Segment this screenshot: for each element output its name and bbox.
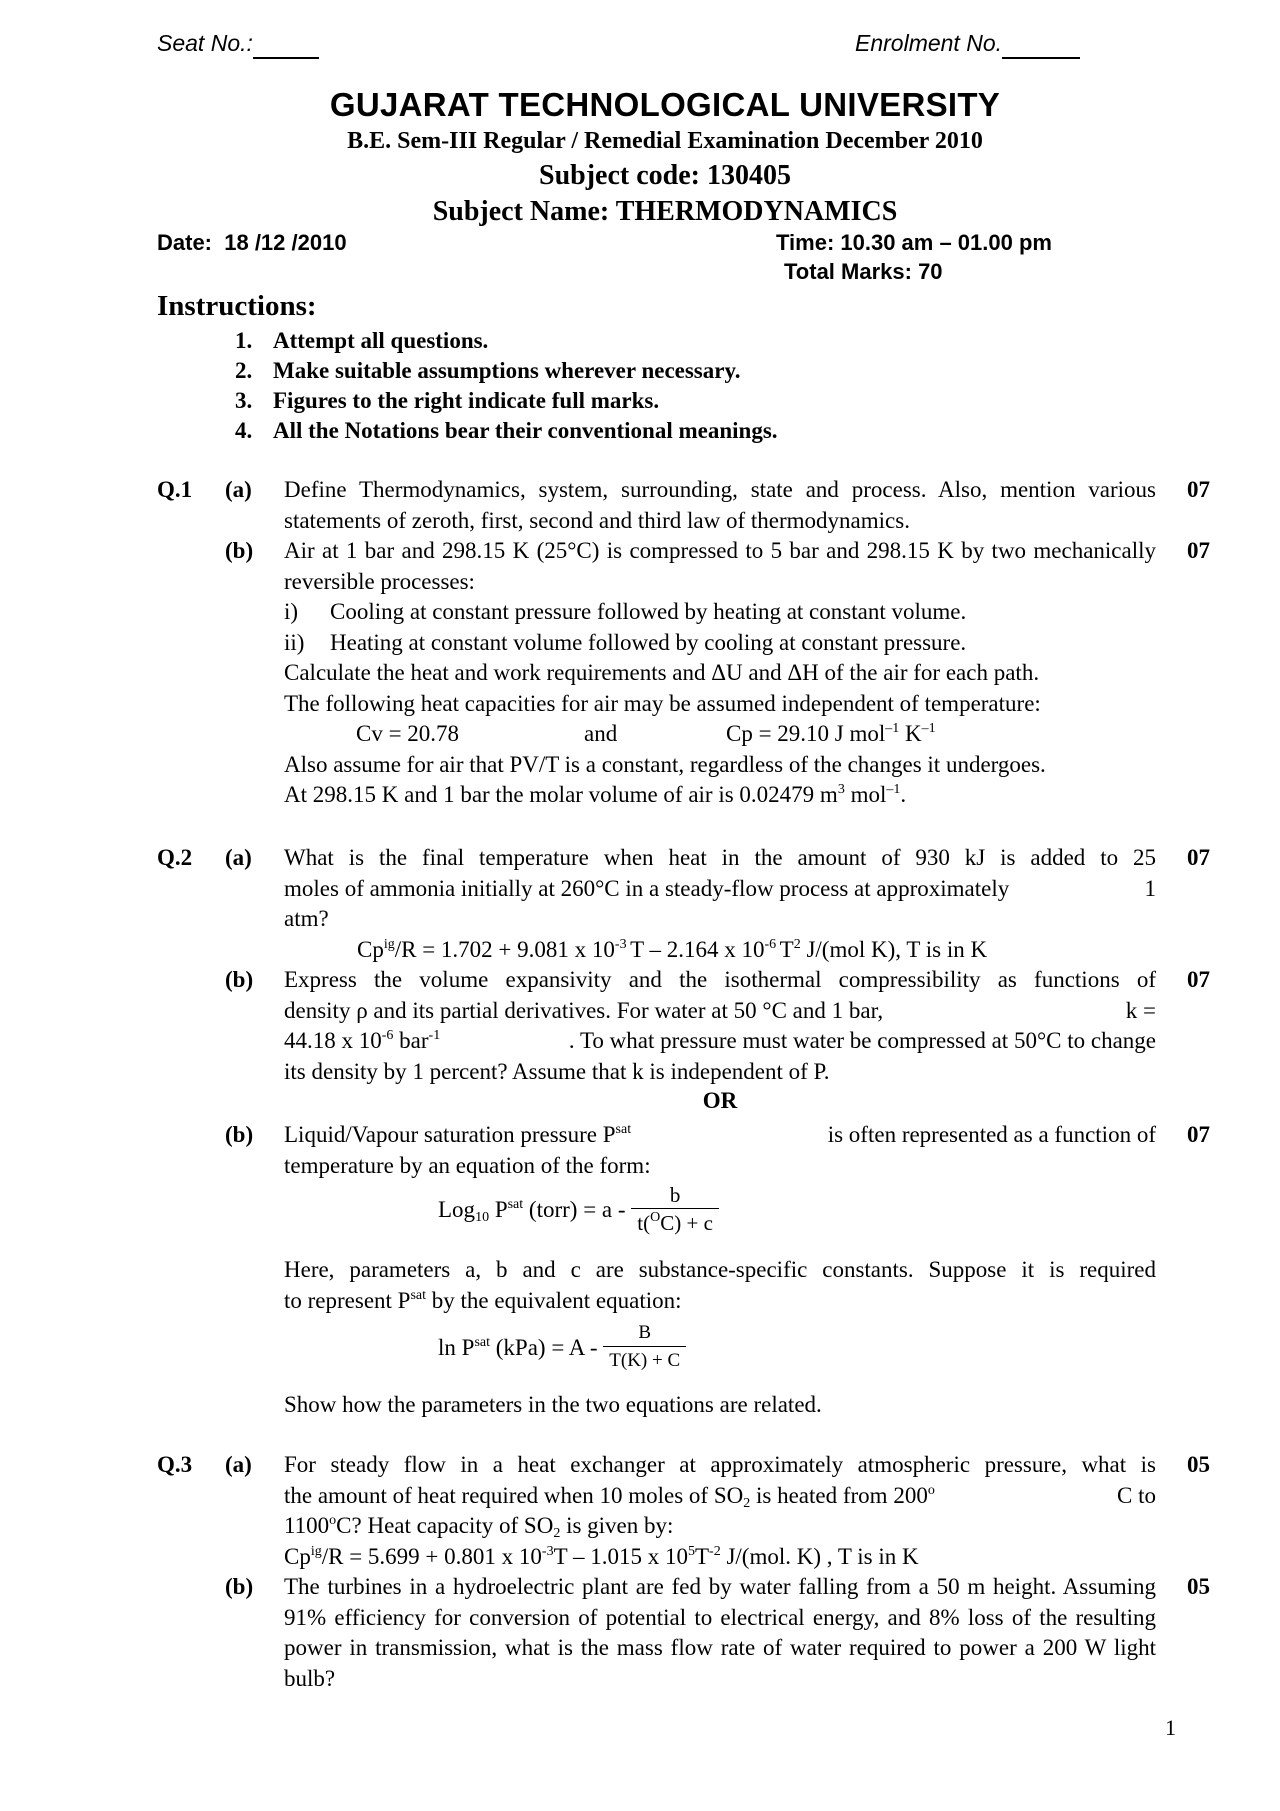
path-ii-text: Heating at constant volume followed by cooling at constant pressure. — [330, 629, 967, 655]
seat-number-label: Seat No.: — [157, 30, 253, 56]
question-1a-marks: 07 — [1187, 477, 1210, 502]
enrolment-number-blank — [1002, 30, 1080, 59]
question-3a-line-3: 1100$^o$C? Heat capacity of $SO_2$ is given by: — [284, 1513, 674, 1541]
total-marks: Total Marks: 70 — [784, 259, 943, 284]
question-2b-alt-here-line: Here, parameters a, b and c are substance-specific constants. Suppose it is required — [284, 1257, 1156, 1282]
instruction-text: Attempt all questions. — [273, 328, 489, 353]
subject-name: Subject Name: THERMODYNAMICS — [432, 196, 898, 227]
path-ii-number: ii) — [284, 629, 305, 655]
question-3b-marks: 05 — [1187, 1574, 1210, 1599]
question-3a-marks: 05 — [1187, 1452, 1210, 1477]
question-2b-marks: 07 — [1187, 967, 1210, 992]
question-3a-line-2: the amount of heat required when 10 moles of $SO_2$ is heated from 200$^o$ C to — [284, 1482, 1156, 1511]
question-2a-label: (a) — [225, 845, 252, 870]
question-2b-alt-label: (b) — [225, 1122, 254, 1147]
question-1b-molar-volume: At 298.15 K and 1 bar the molar volume of air is 0.02479 $m^3$ mol$^{-1}$. — [284, 782, 907, 807]
subject-code: Subject code: 130405 — [539, 160, 791, 191]
instruction-text: Figures to the right indicate full marks. — [273, 388, 660, 413]
question-2b-body — [284, 965, 1156, 1087]
instructions-list — [235, 326, 778, 446]
instruction-item — [235, 356, 778, 386]
path-i-text: Cooling at constant pressure followed by heating at constant volume. — [330, 599, 967, 624]
or-separator: OR — [702, 1088, 738, 1113]
instruction-number: 2. — [235, 358, 253, 383]
instruction-number: 1. — [235, 328, 253, 353]
question-1b-marks: 07 — [1187, 538, 1210, 563]
question-2b-alt-marks: 07 — [1187, 1122, 1210, 1147]
instruction-number: 4. — [235, 418, 253, 443]
question-2a-body — [284, 843, 1156, 965]
instruction-text: All the Notations bear their conventional meanings. — [273, 418, 778, 443]
question-3-number: Q.3 — [157, 1452, 193, 1477]
question-2b-alt-represent: to represent $P^{sat}$ by the equivalent equation: — [284, 1287, 682, 1313]
enrolment-number-label: Enrolment No. — [855, 30, 1003, 56]
antoine-fraction-1: $\frac{b}{t(^OC) + c}$ — [631, 1182, 719, 1237]
exam-time: Time: 10.30 am – 01.00 pm — [776, 230, 1052, 255]
question-1b-path-i — [284, 597, 1156, 628]
exam-date: Date: 18 /12 /2010 — [157, 230, 347, 255]
enrolment-number-field — [855, 30, 1080, 59]
question-2b-line-2: density ρ and its partial derivatives. For water at 50 °C and 1 bar, k = — [284, 997, 1156, 1023]
question-2b-alt-show: Show how the parameters in the two equations are related. — [284, 1392, 822, 1417]
question-2b-label: (b) — [225, 967, 254, 992]
question-1b-body — [284, 536, 1156, 811]
antoine-equation-log10: Log$_{10}$ $P^{sat}$ (torr) = a - $\frac{b}{t(^OC) + c}$ — [438, 1182, 719, 1237]
and-word: and — [584, 721, 618, 746]
question-1b-intro: Air at 1 bar and 298.15 K (25°C) is compressed to 5 bar and 298.15 K by two mechanically reversible processes: — [284, 538, 1156, 594]
question-3a-line-1: For steady flow in a heat exchanger at approximately atmospheric pressure, what is — [284, 1452, 1156, 1477]
cp-value: Cp = 29.10 J mol$^{-1}$ $K^{-1}$ — [726, 721, 936, 746]
question-2b-alt-here — [284, 1255, 1156, 1316]
question-1b-label: (b) — [225, 538, 254, 563]
question-1a-label: (a) — [225, 477, 252, 502]
page-number: 1 — [1165, 1715, 1176, 1740]
question-2a-cp-equation: $Cp^{ig}/R = 1.702 + 9.081$ x $10^{-3}$ T – 2.164 x $10^{-6}$ $T^2$ J/(mol K), T is in K — [357, 936, 988, 962]
question-2a-line-3: atm? — [284, 906, 329, 931]
question-2a-line-2: moles of ammonia initially at 260°C in a steady-flow process at approximately 1 — [284, 875, 1156, 901]
question-2a-line-1: What is the final temperature when heat in the amount of 930 kJ is added to 25 — [284, 845, 1156, 870]
antoine-equation-ln: $\ln P^{sat}$ (kPa) = A - $\frac{B}{T(K) + C}$ — [438, 1320, 686, 1375]
question-1-number: Q.1 — [157, 477, 193, 502]
question-2-number: Q.2 — [157, 845, 193, 870]
question-3a-label: (a) — [225, 1452, 252, 1477]
question-2b-line-1: Express the volume expansivity and the isothermal compressibility as functions of — [284, 967, 1156, 992]
question-2b-alt-line-2: temperature by an equation of the form: — [284, 1152, 651, 1178]
question-3b-text: The turbines in a hydroelectric plant are fed by water falling from a 50 m height. Assuming 91% efficiency for conversion of potential to electrical energy, and 8% loss of the resulting power in transmission, what is the mass flow rate of water required to power a 200 W light bulb? — [284, 1574, 1156, 1691]
question-3a-cp-equation: $Cp^{ig}/R = 5.699 + 0.801$ x $10^{-3}T - 1.015$ x $10^5T^{-2}$ J/(mol. K) , T is in K — [284, 1543, 919, 1569]
question-2b-line-3: 44.18 x $10^{-6}$ bar$^{-1}$ . To what pressure must water be compressed at 50°C to change — [284, 1028, 1156, 1053]
question-2b-alt-body — [284, 1120, 1156, 1181]
antoine-fraction-2: $\frac{B}{T(K) + C}$ — [603, 1320, 686, 1375]
instructions-heading: Instructions: — [157, 290, 317, 322]
question-2a-marks: 07 — [1187, 845, 1210, 870]
question-3b-label: (b) — [225, 1574, 254, 1599]
exam-title: B.E. Sem-III Regular / Remedial Examination December 2010 — [347, 128, 983, 154]
question-1b-cv-cp-equation — [284, 719, 1156, 750]
instruction-item — [235, 416, 778, 446]
instruction-item — [235, 326, 778, 356]
question-2b-line-4: its density by 1 percent? Assume that k is independent of P. — [284, 1058, 830, 1084]
question-3a-body — [284, 1450, 1156, 1572]
question-1b-heat-capacities: The following heat capacities for air may be assumed independent of temperature: — [284, 690, 1041, 716]
question-1b-calc: Calculate the heat and work requirements and ΔU and ΔH of the air for each path. — [284, 660, 1040, 685]
instruction-item — [235, 386, 778, 416]
question-1b-assumption: Also assume for air that PV/T is a constant, regardless of the changes it undergoes. — [284, 751, 1046, 777]
path-i-number: i) — [284, 599, 299, 624]
seat-number-blank — [253, 30, 319, 59]
seat-number-field — [157, 30, 319, 59]
question-2b-alt-line-1: Liquid/Vapour saturation pressure $P^{sat}$ is often represented as a function of — [284, 1122, 1156, 1147]
instruction-number: 3. — [235, 388, 253, 413]
university-name: GUJARAT TECHNOLOGICAL UNIVERSITY — [329, 86, 1001, 123]
question-1b-path-ii — [284, 628, 1156, 659]
cv-value: Cv = 20.78 — [356, 721, 460, 746]
instruction-text: Make suitable assumptions wherever necessary. — [273, 358, 741, 383]
question-1a-text: Define Thermodynamics, system, surrounding, state and process. Also, mention various statements of zeroth, first, second and third law of thermodynamics. — [284, 477, 1156, 533]
